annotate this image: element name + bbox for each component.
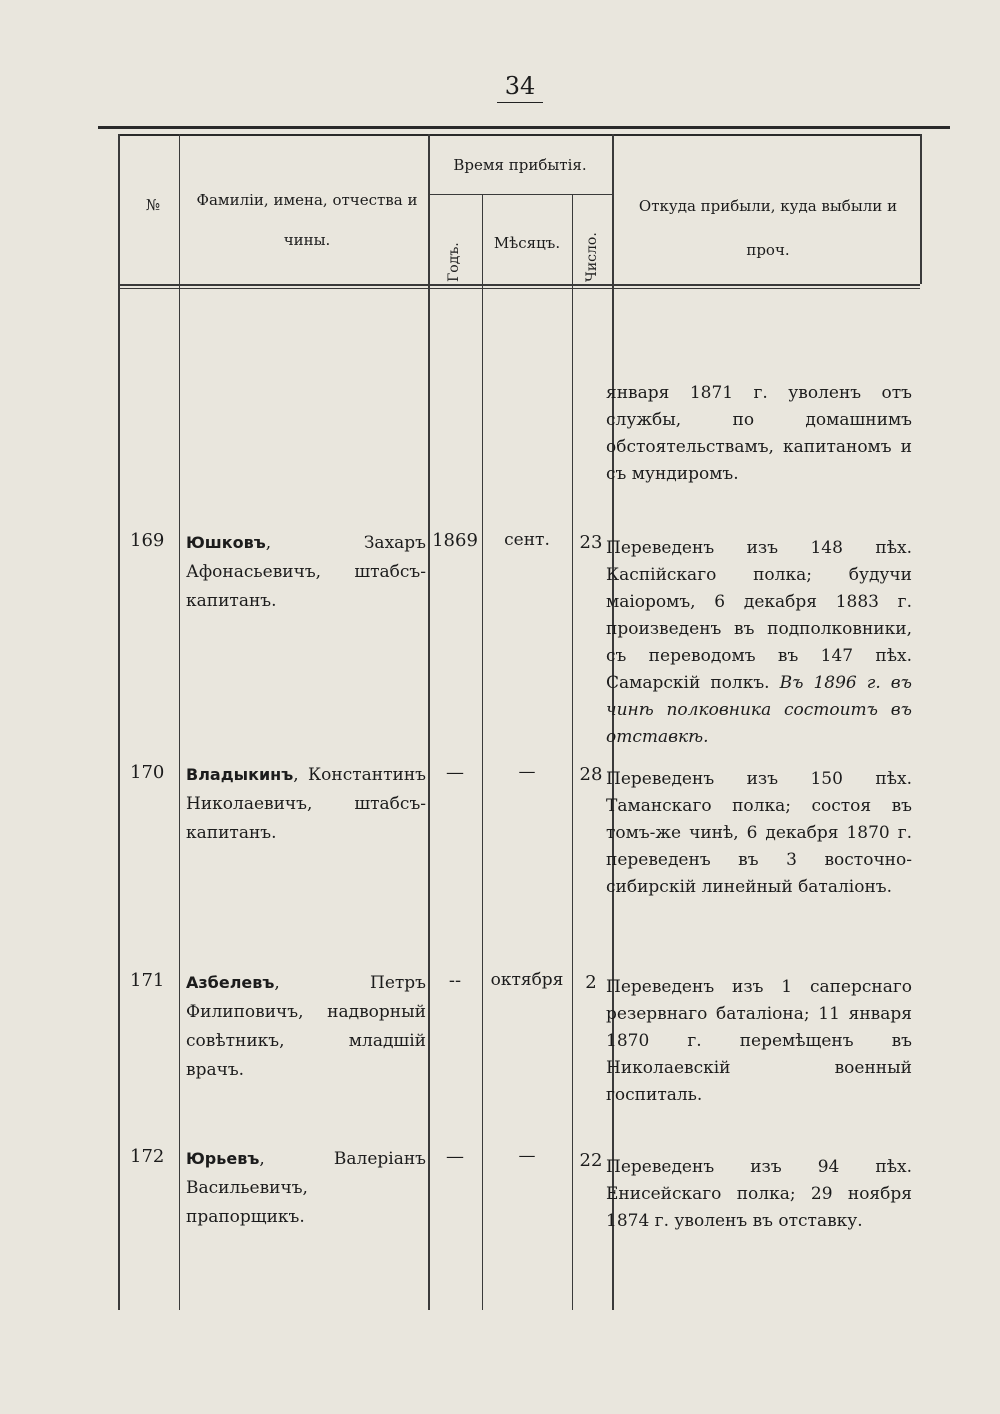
- header-year: Годъ.: [446, 242, 462, 282]
- header-day: Число.: [584, 232, 600, 282]
- column-divider-month-day: [572, 194, 573, 1310]
- page-number: 34: [0, 72, 1000, 100]
- entry-day: 23: [579, 532, 603, 553]
- entry-day: 28: [579, 764, 603, 785]
- arrival-subheader-rule: [428, 194, 612, 195]
- entry-month: октября: [490, 970, 564, 990]
- entry-surname: Азбелевъ: [186, 973, 275, 992]
- column-divider-year-month: [482, 194, 483, 1310]
- entry-notes: [606, 974, 912, 1109]
- entry-day: 22: [579, 1150, 603, 1171]
- header-month: Мѣсяцъ.: [493, 234, 561, 252]
- entry-name-rest: , Захаръ Афонасьевичъ, штабсъ-капитанъ.: [186, 533, 426, 611]
- header-bottom-rule: [118, 284, 920, 286]
- column-divider-name-year: [428, 134, 430, 1310]
- entry-month: —: [518, 1146, 536, 1166]
- entry-surname: Юрьевъ: [186, 1149, 260, 1168]
- header-notes: Откуда прибыли, куда выбыли и проч.: [638, 197, 898, 259]
- entry-name: [186, 968, 426, 1085]
- column-divider-num-name: [179, 134, 180, 1310]
- entry-name: [186, 1144, 426, 1232]
- header-arrival: Время прибытiя.: [453, 156, 587, 174]
- entry-number: 171: [130, 970, 165, 991]
- entry-notes-text: Переведенъ изъ 94 пѣх. Енисейскаго полка; 29 ноября 1874 г. уволенъ въ отставку.: [606, 1157, 912, 1231]
- entry-surname: Владыкинъ: [186, 765, 294, 784]
- continuation-notes: января 1871 г. уволенъ отъ службы, по домашнимъ обстоятельствамъ, капитаномъ и съ мундиромъ.: [606, 383, 912, 484]
- entry-number: 169: [130, 530, 165, 551]
- header-name: Фамилiи, имена, отчества и чины.: [196, 191, 418, 249]
- entry-year: --: [448, 970, 462, 991]
- entry-number: 170: [130, 762, 165, 783]
- header-top-rule: [118, 134, 920, 136]
- table-left-border: [118, 134, 120, 1310]
- entry-surname: Юшковъ: [186, 533, 266, 552]
- top-rule: [98, 126, 950, 129]
- entry-notes-text: Переведенъ изъ 150 пѣх. Таманскаго полка; состоя въ томъ-же чинѣ, 6 декабря 1870 г. переведенъ въ 3 восточно-сибирскiй линейный баталiонъ.: [606, 769, 912, 897]
- entry-name-rest: , Константинъ Николаевичъ, штабсъ-капитанъ.: [186, 765, 426, 843]
- entry-notes: [606, 535, 912, 751]
- entry-notes-text: Переведенъ изъ 1 саперснаго резервнаго баталiона; 11 января 1870 г. перемѣщенъ въ Николаевскiй военный госпиталь.: [606, 977, 912, 1105]
- entry-notes: [606, 1154, 912, 1235]
- entry-notes-italic: Въ 1896 г. въ чинѣ полковника состоитъ въ отставкѣ.: [606, 673, 912, 747]
- header-bottom-rule-2: [118, 288, 920, 289]
- entry-year: —: [446, 1146, 464, 1167]
- entry-year: —: [446, 762, 464, 783]
- entry-name-rest: , Валерiанъ Васильевичъ, прапорщикъ.: [186, 1149, 426, 1227]
- entry-day: 2: [585, 972, 597, 993]
- table-right-border: [920, 134, 922, 284]
- entry-name-rest: , Петръ Филиповичъ, надворный совѣтникъ, младшiй врачъ.: [186, 973, 426, 1080]
- header-number: №: [145, 196, 161, 214]
- entry-name: [186, 760, 426, 848]
- entry-month: —: [518, 762, 536, 782]
- entry-notes: [606, 766, 912, 901]
- entry-number: 172: [130, 1146, 165, 1167]
- entry-month: сент.: [504, 530, 550, 550]
- entry-notes-text: Переведенъ изъ 148 пѣх. Каспiйскаго полка; будучи маiоромъ, 6 декабря 1883 г. произведенъ въ подполковники, съ переводомъ въ 147 пѣх. Самарскiй полкъ.: [606, 538, 912, 693]
- entry-year: 1869: [432, 530, 478, 551]
- entry-name: [186, 528, 426, 616]
